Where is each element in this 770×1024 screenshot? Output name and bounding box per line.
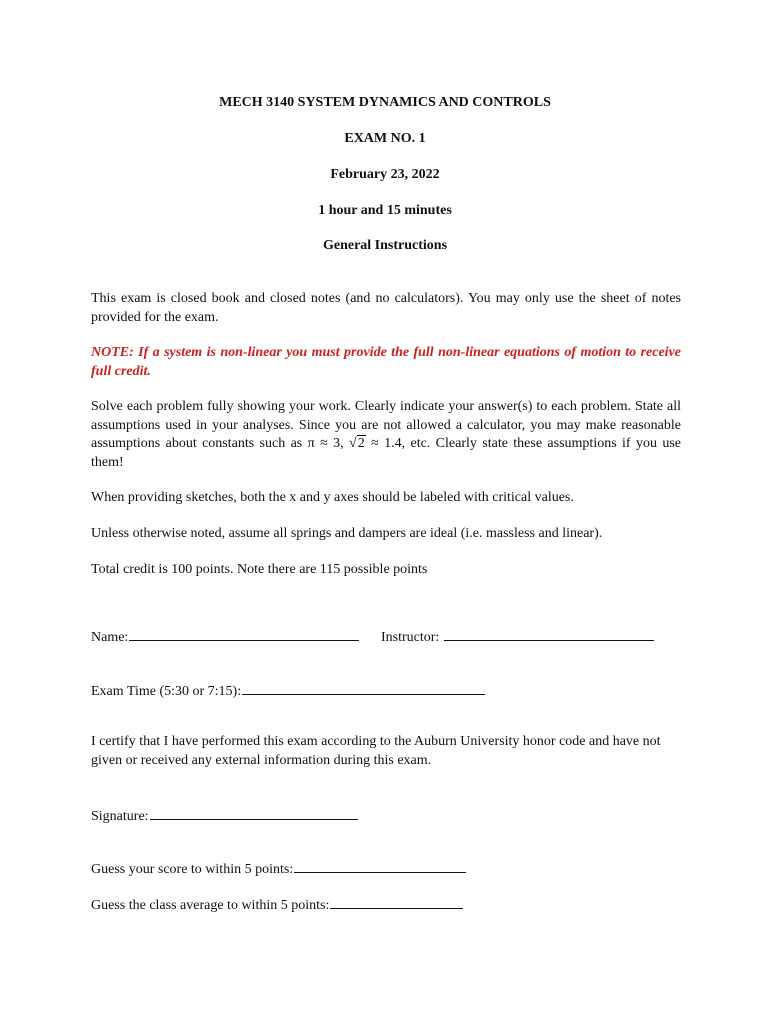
- guess-average-blank[interactable]: [330, 894, 463, 909]
- name-blank[interactable]: [129, 626, 359, 641]
- guess-score-field[interactable]: [91, 858, 466, 879]
- sqrt-symbol: √: [349, 436, 357, 451]
- signature-field[interactable]: [91, 805, 358, 826]
- solve-instructions-paragraph: [91, 398, 681, 472]
- exam-date: February 23, 2022: [330, 167, 440, 182]
- signature-label: Signature:: [91, 809, 149, 824]
- sqrt-two: [349, 435, 366, 454]
- guess-score-blank[interactable]: [294, 858, 466, 873]
- sqrt-argument: 2: [357, 436, 365, 451]
- nonlinear-note: NOTE: If a system is non-linear you must provide the full non-linear equations of motion to receive full credit.: [91, 345, 681, 379]
- exam-time-label: Exam Time (5:30 or 7:15):: [91, 684, 242, 699]
- solve-text-part2: ≈ 1.4, etc. Clearly state these assumptions if you use them!: [91, 436, 681, 470]
- instructor-label: Instructor:: [381, 630, 443, 645]
- name-label: Name:: [91, 630, 129, 645]
- name-field[interactable]: [91, 626, 359, 647]
- exam-number: EXAM NO. 1: [344, 131, 426, 146]
- instructor-field[interactable]: [381, 626, 654, 647]
- guess-average-label: Guess the class average to within 5 points:: [91, 898, 330, 913]
- honor-code-statement: I certify that I have performed this exam according to the Auburn University honor code and have not given or received any external information during this exam.: [91, 734, 661, 768]
- instructor-blank[interactable]: [444, 626, 654, 641]
- exam-time-blank[interactable]: [242, 680, 485, 695]
- springs-paragraph: Unless otherwise noted, assume all springs and dampers are ideal (i.e. massless and linear).: [91, 526, 603, 541]
- closed-book-paragraph: This exam is closed book and closed notes (and no calculators). You may only use the sheet of notes provided for the exam.: [91, 291, 681, 325]
- exam-duration: 1 hour and 15 minutes: [318, 203, 452, 218]
- solve-text-part1: Solve each problem fully showing your work. Clearly indicate your answer(s) to each problem. State all assumptions used in your analyses. Since you are not allowed a calculator, you may make reasonable assumptions about constants such as π ≈ 3,: [91, 399, 681, 451]
- credit-paragraph: Total credit is 100 points. Note there are 115 possible points: [91, 562, 428, 577]
- guess-average-field[interactable]: [91, 894, 463, 915]
- sketches-paragraph: When providing sketches, both the x and y axes should be labeled with critical values.: [91, 490, 574, 505]
- guess-score-label: Guess your score to within 5 points:: [91, 862, 294, 877]
- exam-time-field[interactable]: [91, 680, 485, 701]
- signature-blank[interactable]: [150, 805, 358, 820]
- instructions-heading: General Instructions: [322, 238, 448, 253]
- course-title: MECH 3140 SYSTEM DYNAMICS AND CONTROLS: [219, 95, 551, 110]
